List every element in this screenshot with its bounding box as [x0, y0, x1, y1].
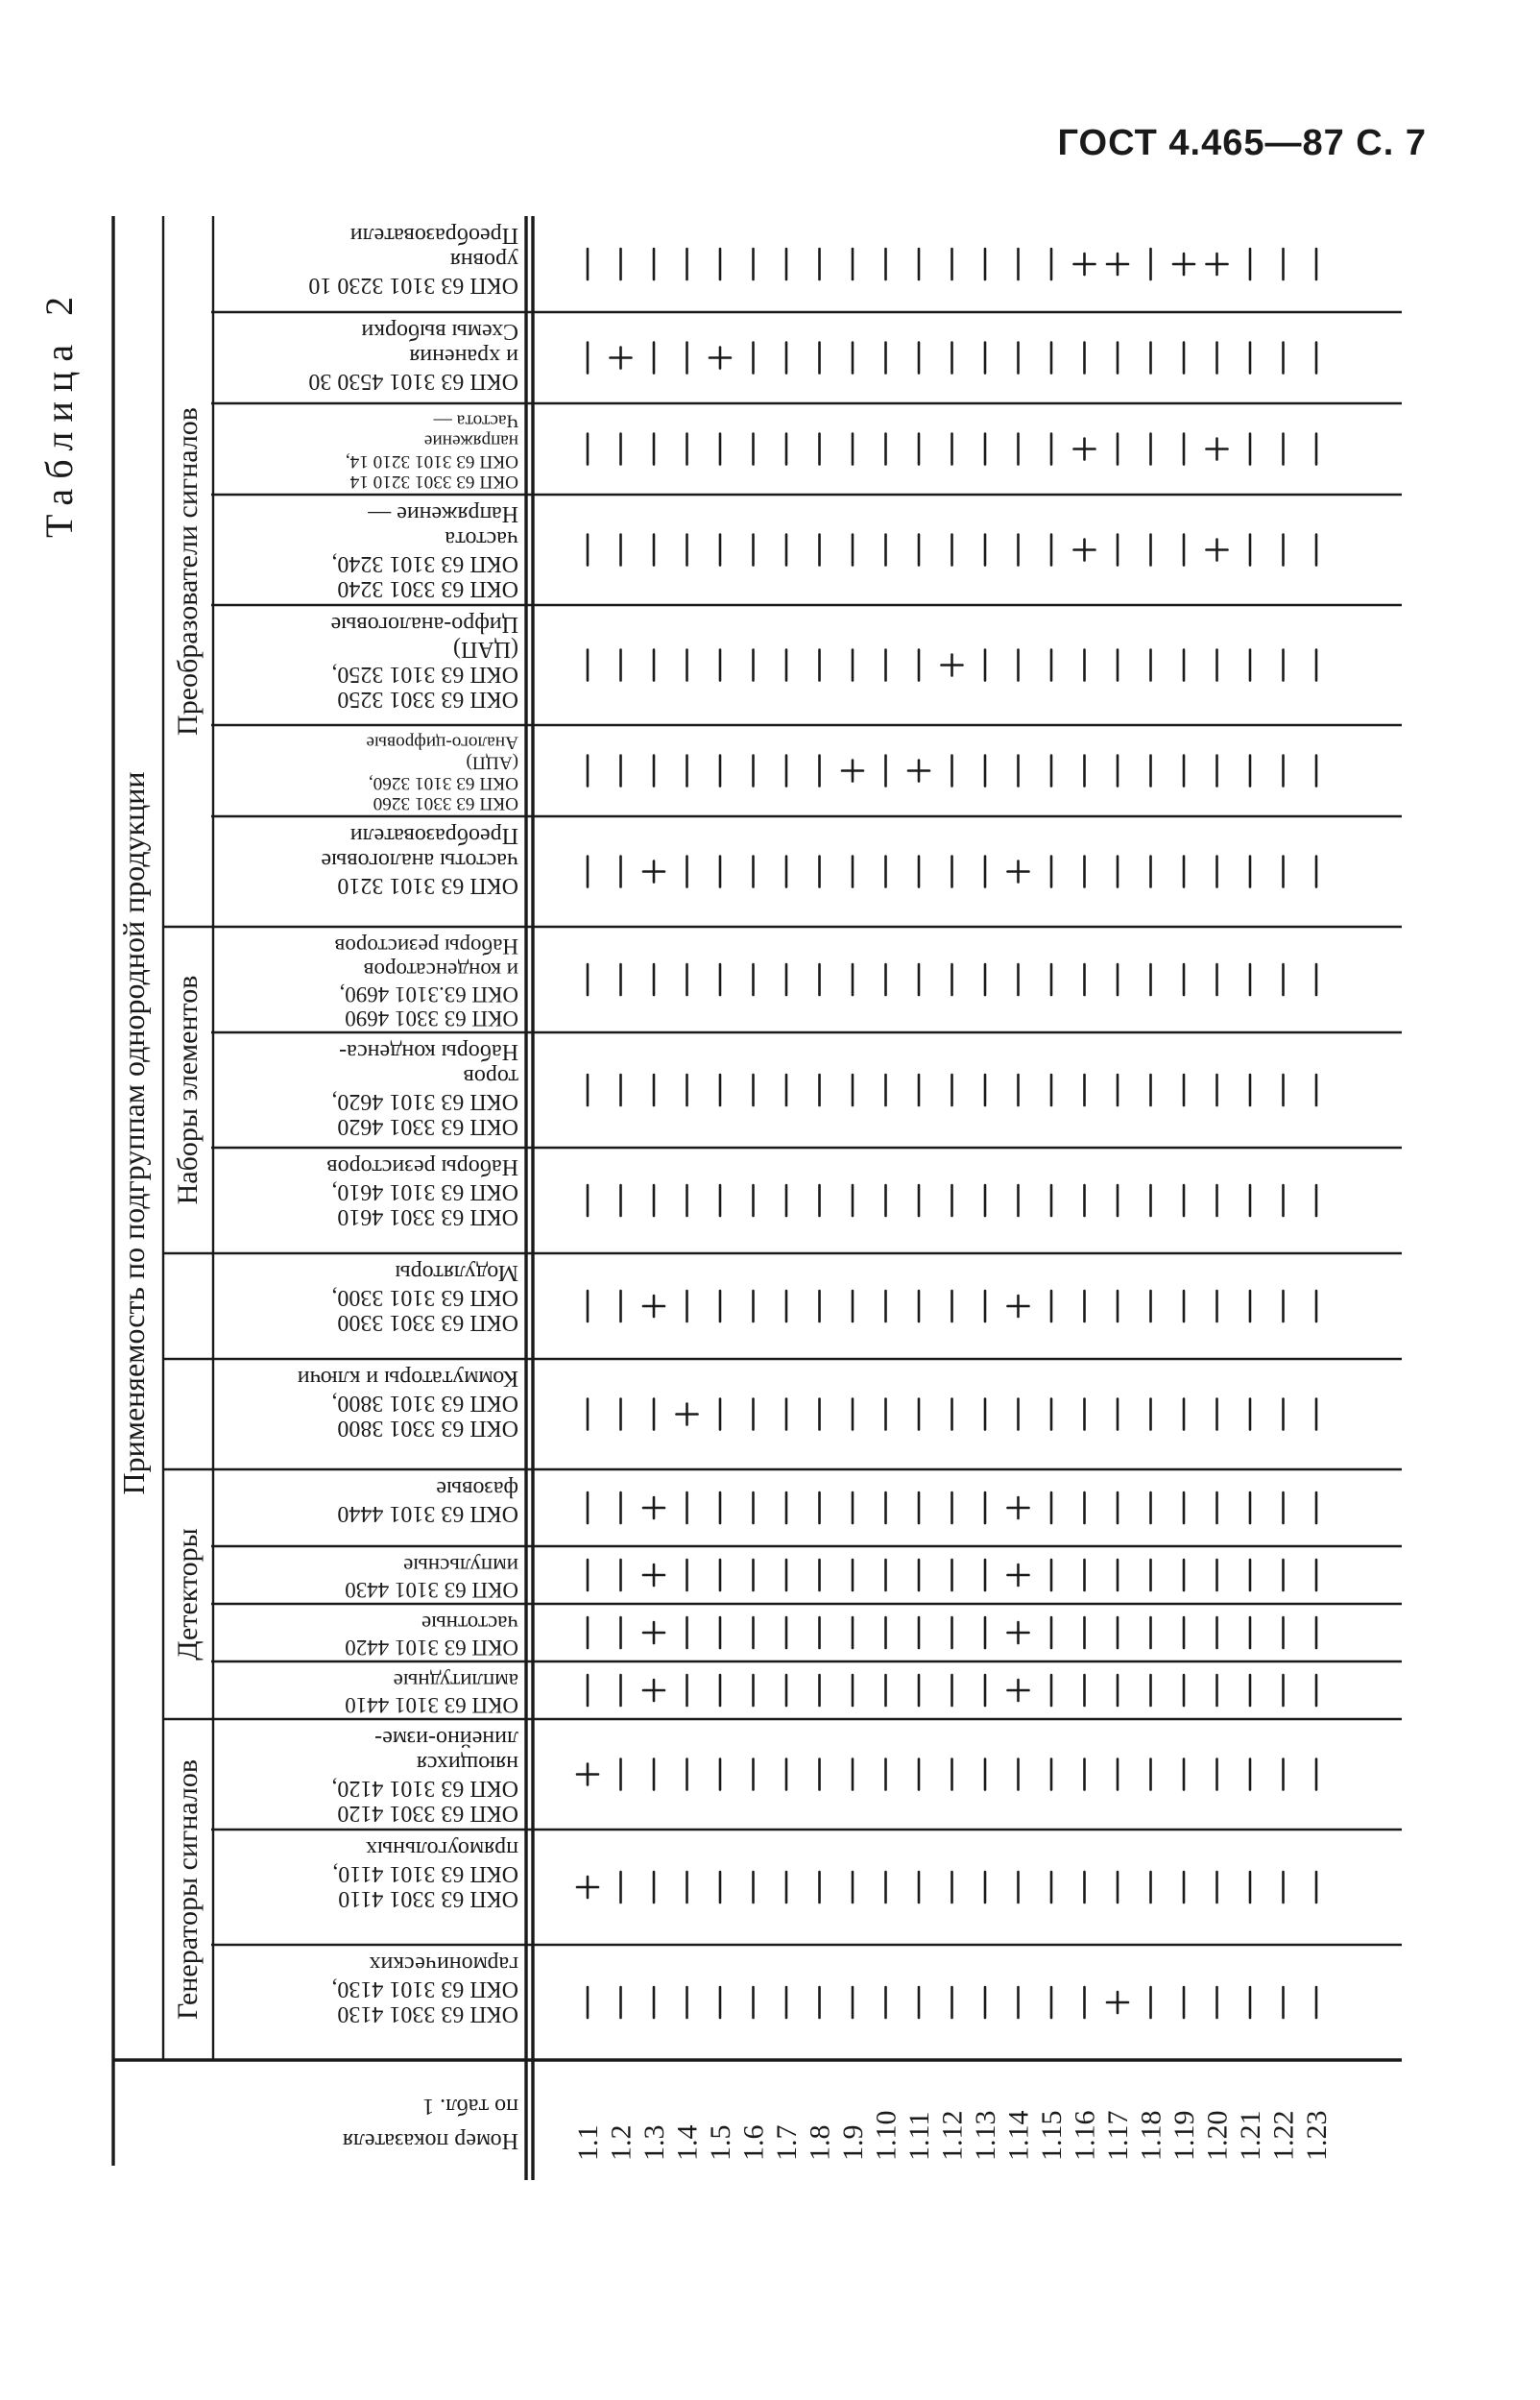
row-number: 1.5 [705, 2124, 736, 2161]
cell-applicable [1008, 1564, 1029, 1586]
row-number: 1.7 [771, 2124, 803, 2161]
column-header-line: Частота — [433, 410, 518, 431]
column-header-line: ОКП 63.3101 4690, [339, 982, 518, 1006]
cell-applicable [1107, 254, 1128, 275]
cell-applicable [577, 1877, 598, 1898]
column-header-line: гармонических [369, 1952, 518, 1977]
column-header [321, 823, 518, 898]
column-header-line: ОКП 63 3301 4620 [337, 1114, 518, 1140]
column-header-line: ОКП 63 3101 4430 [345, 1578, 518, 1602]
column-header-line: ОКП 63 3301 3210 14 [349, 472, 518, 492]
column-header [331, 1726, 518, 1826]
row-number: 1.1 [572, 2124, 604, 2161]
cell-applicable [643, 1564, 664, 1586]
row-number: 1.3 [638, 2124, 670, 2161]
cell-applicable [643, 1296, 664, 1317]
group-label: Детекторы [172, 1528, 204, 1661]
column-header-line: (ЦАП) [453, 637, 518, 663]
row-number: 1.19 [1168, 2110, 1200, 2161]
column-header-line: Напряжение — [368, 501, 518, 527]
column-header-line: Схемы выборки [361, 319, 518, 345]
cell-applicable [1008, 1680, 1029, 1701]
column-header-line: ОКП 63 3301 4120 [337, 1801, 518, 1827]
column-header-line: частота [445, 526, 518, 552]
column-header-line: напряжение [423, 430, 518, 451]
row-number: 1.15 [1036, 2110, 1068, 2161]
column-header-line: Наборы резисторов [334, 934, 518, 958]
cell-applicable [1173, 254, 1194, 275]
column-header-line: Преобразователи [349, 223, 518, 249]
row-number: 1.11 [903, 2111, 935, 2161]
row-number: 1.23 [1301, 2110, 1333, 2161]
group-label: Преобразователи сигналов [172, 407, 204, 736]
column-header-line: уровня [449, 248, 518, 274]
column-header-line: ОКП 63 3301 4110 [338, 1886, 518, 1912]
column-header-line: ОКП 63 3301 4690 [345, 1006, 518, 1030]
row-number: 1.4 [671, 2124, 704, 2161]
column-header-line: Наборы конденса- [339, 1039, 518, 1065]
row-number: 1.13 [970, 2110, 1001, 2161]
column-header-line: ОКП 63 3301 4130 [337, 2001, 518, 2027]
cell-applicable [643, 1497, 664, 1518]
column-header-line: ОКП 63 3101 4420 [345, 1636, 518, 1660]
column-header [337, 1476, 518, 1526]
column-header-line: няющихся [416, 1751, 518, 1777]
row-number: 1.16 [1069, 2110, 1101, 2161]
column-header-line: ОКП 63 3101 3260, [368, 772, 518, 793]
row-number: 1.14 [1002, 2110, 1035, 2161]
row-number: 1.2 [605, 2124, 638, 2161]
column-header [367, 732, 519, 813]
column-header-line: ОКП 63 3101 3800, [331, 1391, 518, 1417]
column-header-line: Модуляторы [395, 1260, 518, 1286]
cell-applicable [677, 1404, 698, 1425]
column-header-line: ОКП 63 3101 3230 10 [308, 273, 518, 299]
column-header-line: фазовые [436, 1476, 518, 1502]
cell-applicable [842, 761, 863, 782]
column-header [332, 1836, 518, 1911]
column-header-line: ОКП 63 3301 3240 [337, 576, 518, 602]
column-header-line: Преобразователи [349, 823, 518, 849]
row-number: 1.17 [1102, 2110, 1134, 2161]
column-header-line: Коммутаторы и ключи [297, 1366, 518, 1392]
row-number: 1.9 [837, 2124, 869, 2161]
column-header-line: ОКП 63 3101 4530 30 [308, 369, 518, 395]
column-header-line: ОКП 63 3301 4610 [337, 1204, 518, 1230]
column-header-line: импульсные [403, 1554, 518, 1578]
cell-applicable [1107, 1992, 1128, 2013]
cell-applicable [1008, 1622, 1029, 1643]
column-header-line: ОКП 63 3301 3800 [337, 1416, 518, 1442]
group-label: Генераторы сигналов [172, 1758, 204, 2021]
row-number: 1.12 [936, 2110, 969, 2161]
column-header [331, 612, 518, 712]
column-header-line: частоты аналоговые [321, 848, 518, 874]
cell-applicable [611, 348, 632, 369]
column-header-line: и хранения [409, 344, 518, 370]
cell-applicable [1008, 861, 1029, 883]
cell-applicable [1008, 1497, 1029, 1518]
cell-applicable [908, 761, 929, 782]
column-header-line: ОКП 63 3101 3240, [331, 551, 518, 577]
column-header-line: ОКП 63 3101 3210 [337, 873, 518, 899]
row-number: 1.21 [1235, 2110, 1266, 2161]
column-header-line: ОКП 63 3101 3300, [331, 1285, 518, 1311]
row-number: 1.10 [870, 2110, 902, 2161]
column-header-line: (АЦП) [466, 752, 518, 773]
row-number: 1.18 [1135, 2110, 1167, 2161]
row-header-label: по табл. 1 [422, 2094, 518, 2119]
column-header [308, 223, 518, 298]
column-header-line: ОКП 63 3301 3260 [373, 793, 518, 813]
row-number: 1.22 [1267, 2110, 1300, 2161]
column-header-line: амплитудные [393, 1669, 518, 1693]
column-header-line: ОКП 63 3101 4410 [345, 1693, 518, 1717]
column-header-line: Наборы резисторов [326, 1154, 518, 1180]
column-header [345, 1612, 518, 1660]
row-number: 1.8 [804, 2124, 836, 2161]
header-title: Применяемость по подгруппам однородной продукции [116, 771, 151, 1495]
cell-applicable [577, 1764, 598, 1785]
column-header-line: частотные [421, 1612, 518, 1636]
column-header [298, 1366, 518, 1441]
cell-applicable [1207, 439, 1228, 460]
column-header-line: торов [463, 1064, 518, 1090]
column-header [346, 410, 518, 492]
column-header-line: прямоугольных [366, 1836, 518, 1862]
column-header-line: ОКП 63 3101 4440 [337, 1501, 518, 1527]
column-header [345, 1554, 518, 1602]
column-header-line: ОКП 63 3101 4110, [332, 1861, 518, 1887]
cell-applicable [643, 861, 664, 883]
column-header-line: и конденсаторов [363, 958, 518, 982]
column-header [331, 501, 518, 601]
row-number: 1.6 [737, 2124, 770, 2161]
column-header [331, 1260, 518, 1335]
row-header-label: Номер показателя [342, 2128, 518, 2153]
cell-applicable [1074, 254, 1095, 275]
column-header-line: ОКП 63 3301 3300 [337, 1310, 518, 1336]
cell-applicable [1008, 1296, 1029, 1317]
cell-applicable [1074, 439, 1095, 460]
column-header [331, 1952, 518, 2026]
column-header-line: ОКП 63 3101 3210 14, [345, 450, 518, 472]
cell-applicable [643, 1680, 664, 1701]
column-header [345, 1669, 518, 1717]
cell-applicable [942, 655, 963, 676]
column-header [331, 1039, 518, 1139]
column-header-line: линейно-изме- [374, 1726, 518, 1752]
cell-applicable [710, 348, 731, 369]
cell-applicable [643, 1622, 664, 1643]
cell-applicable [1207, 540, 1228, 561]
table-label: Таблица 2 [37, 286, 81, 538]
column-header [326, 1154, 518, 1229]
column-header-line: ОКП 63 3101 4130, [331, 1976, 518, 2002]
row-number: 1.20 [1201, 2110, 1234, 2161]
column-header-line: ОКП 63 3301 3250 [337, 687, 518, 713]
column-header-line: ОКП 63 3101 4610, [331, 1179, 518, 1205]
cell-applicable [1207, 254, 1228, 275]
page-header: ГОСТ 4.465—87 С. 7 [1057, 123, 1427, 163]
column-header-line: ОКП 63 3101 4120, [331, 1776, 518, 1802]
column-header-line: Цифро-аналоговые [330, 612, 518, 638]
group-label: Наборы элементов [172, 975, 204, 1205]
column-header-line: Аналого-цифровые [366, 732, 518, 753]
column-header [308, 319, 518, 394]
column-header-line: ОКП 63 3101 4620, [331, 1089, 518, 1115]
column-header-line: ОКП 63 3101 3250, [331, 662, 518, 688]
cell-applicable [1074, 540, 1095, 561]
column-header [334, 934, 518, 1030]
